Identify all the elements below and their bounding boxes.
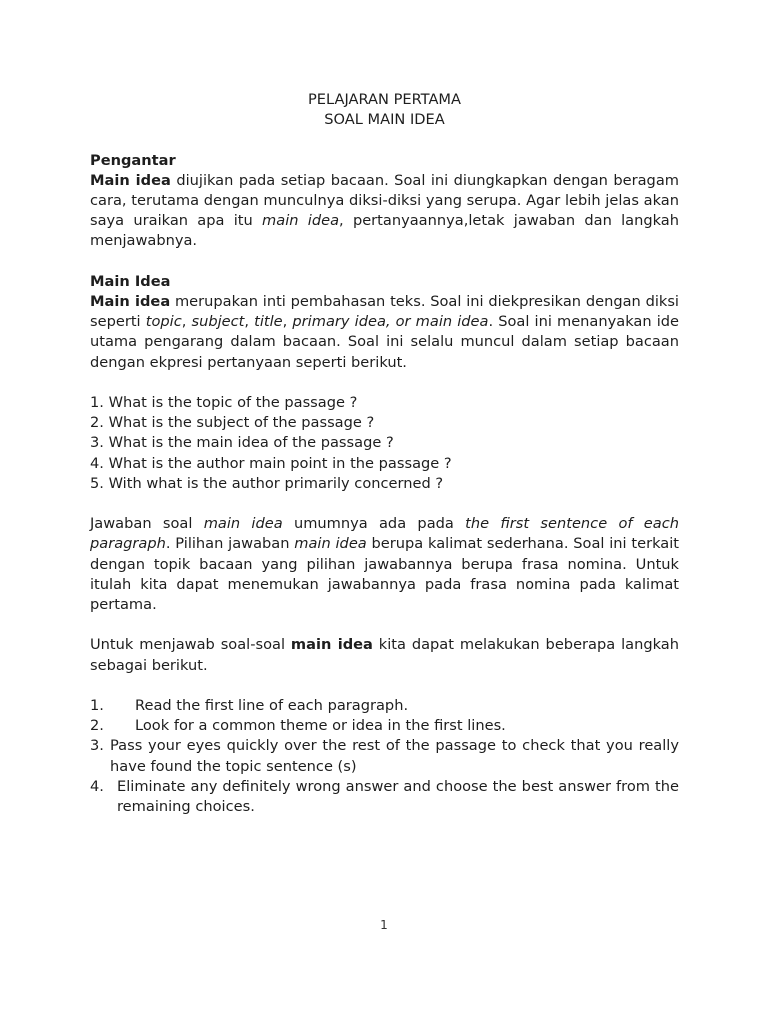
text-run: , — [244, 313, 255, 331]
italic-term: main idea — [294, 535, 367, 553]
italic-term: the first sentence of each paragraph — [90, 515, 679, 553]
title-line-2: SOAL MAIN IDEA — [324, 111, 445, 129]
text-run: . Pilihan jawaban — [165, 535, 295, 553]
document-title — [90, 90, 679, 130]
list-item: 2. What is the subject of the passage ? — [90, 414, 375, 432]
text-run: . Soal ini menanyakan ide utama pengarang dalam bacaan. Soal ini selalu muncul dalam setiap bacaan dengan ekpresi pertanyaan seperti berikut. — [90, 313, 679, 371]
document-page — [90, 90, 679, 817]
text-run: diujikan pada setiap bacaan. Soal ini diungkapkan dengan beragam cara, terutama dengan munculnya diksi-diksi yang serupa. Agar lebih jelas akan saya uraikan apa itu — [90, 171, 679, 230]
bold-term: Main idea — [90, 293, 171, 310]
list-number: 3. — [90, 737, 104, 755]
list-text: Read the first line of each paragraph. — [135, 697, 409, 714]
list-item — [90, 736, 679, 776]
list-number: 2. — [90, 717, 104, 735]
text-run: merupakan inti pembahasan teks. Soal ini diekpresikan dengan diksi seperti — [90, 293, 679, 331]
question-list — [90, 393, 679, 494]
list-item — [90, 716, 679, 736]
section-heading-pengantar: Pengantar — [90, 151, 176, 169]
list-item — [90, 777, 679, 817]
text-run: , — [181, 313, 192, 331]
list-text: Look for a common theme or idea in the first lines. — [135, 717, 506, 735]
list-text: Eliminate any definitely wrong answer and choose the best answer from the remaining choices. — [117, 777, 679, 816]
paragraph-pengantar — [90, 171, 679, 252]
italic-term: title — [254, 313, 283, 331]
text-run: berupa kalimat sederhana. Soal ini terkait dengan topik bacaan yang pilihan jawabannya berupa frasa nomina. Untuk itulah kita dapat menemukan jawabannya pada frasa nomina pada kalimat pertama. — [90, 535, 679, 614]
list-item: 5. With what is the author primarily concerned ? — [90, 474, 444, 492]
text-run: kita dapat melakukan beberapa langkah sebagai berikut. — [90, 636, 679, 674]
text-run: , pertanyaannya,letak jawaban dan langkah menjawabnya. — [90, 212, 679, 250]
paragraph-main-idea — [90, 292, 679, 373]
paragraph-jawaban — [90, 514, 679, 615]
steps-list — [90, 696, 679, 817]
list-item: 1. What is the topic of the passage ? — [90, 394, 358, 411]
list-item: 4. What is the author main point in the passage ? — [90, 454, 452, 472]
italic-term: primary idea, or main idea — [292, 313, 489, 331]
list-text: Pass your eyes quickly over the rest of the passage to check that you really have found the topic sentence (s) — [110, 737, 679, 775]
bold-term: Main idea — [90, 171, 171, 189]
italic-term: topic — [145, 313, 182, 331]
section-heading-main-idea: Main Idea — [90, 272, 171, 290]
text-run: , — [282, 313, 293, 331]
italic-term: subject — [191, 313, 245, 331]
list-number: 1. — [90, 697, 104, 714]
list-number: 4. — [90, 777, 104, 795]
bold-term: main idea — [290, 636, 373, 654]
title-line-1: PELAJARAN PERTAMA — [307, 91, 462, 108]
italic-term: main idea — [262, 212, 340, 230]
text-run: umumnya ada pada — [282, 515, 466, 533]
list-item — [90, 696, 679, 716]
paragraph-untuk — [90, 635, 679, 675]
page-number: 1 — [380, 918, 388, 932]
text-run: Untuk menjawab soal-soal — [90, 636, 291, 654]
italic-term: main idea — [203, 515, 283, 533]
text-run: Jawaban soal — [90, 515, 204, 533]
list-item: 3. What is the main idea of the passage ? — [90, 434, 394, 452]
